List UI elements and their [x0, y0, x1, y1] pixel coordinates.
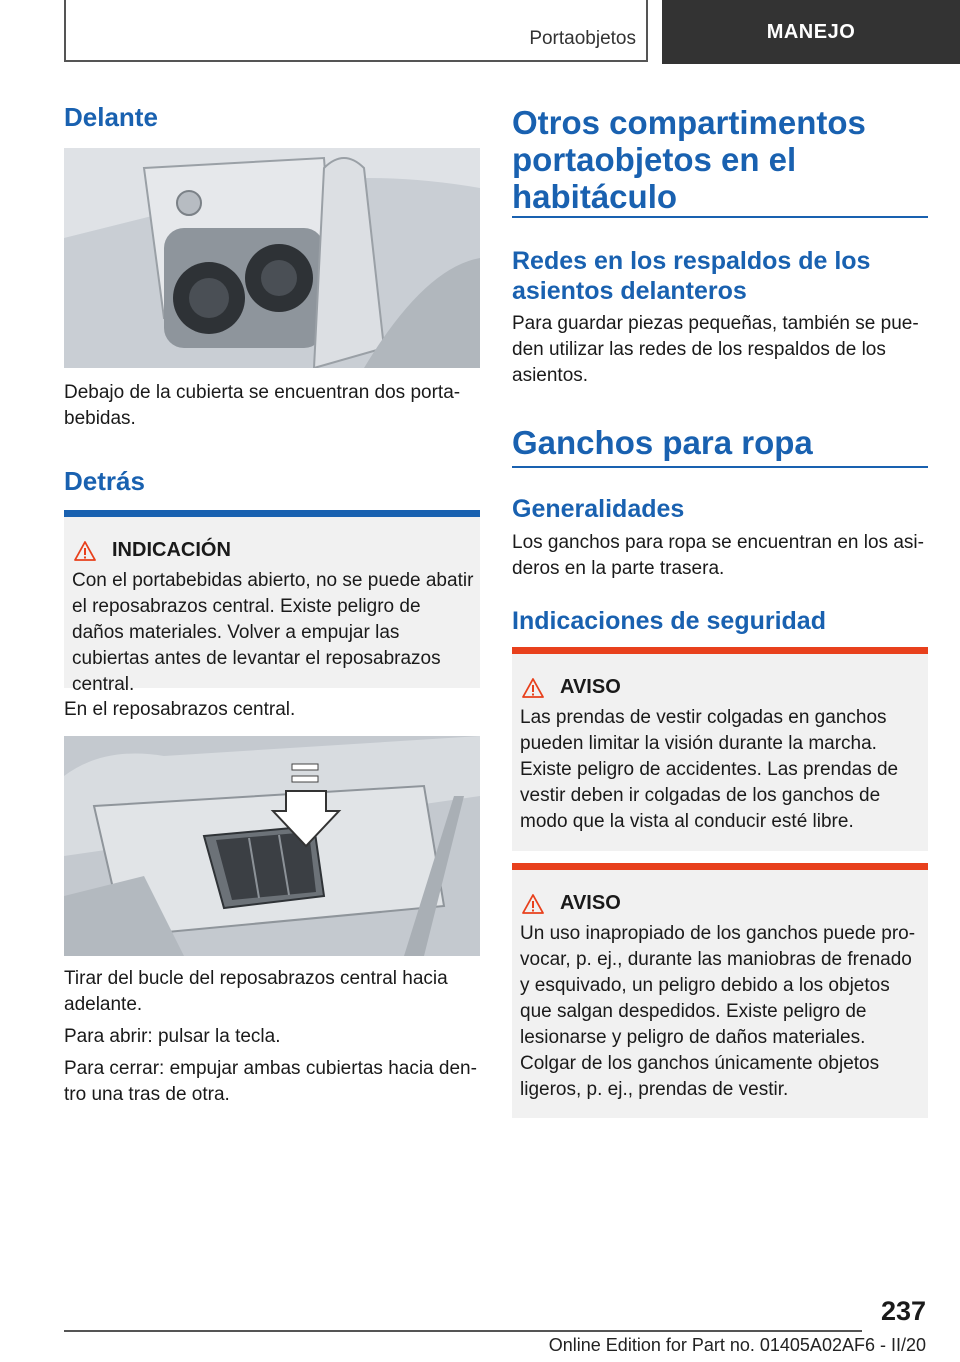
warning-triangle-icon — [522, 678, 544, 698]
text-seat-nets: Para guardar piezas pequeñas, también se pueden utilizar las redes de los respaldos de los asientos. — [512, 313, 919, 386]
text-armrest: En el reposabrazos central. — [64, 699, 296, 720]
heading-front: Delante — [64, 102, 158, 132]
notice-aviso-2 — [512, 863, 928, 1118]
header-chapter-tab: MANEJO — [662, 0, 960, 64]
heading-other-compartments: Otros compartimentos portaobjetos en el habitáculo — [512, 104, 866, 215]
notice-bar — [512, 863, 928, 870]
caption-armrest: Tirar del bucle del reposabrazos central hacia adelante. — [64, 968, 448, 1015]
notice-title: AVISO — [560, 676, 621, 698]
notice-bar — [64, 510, 480, 517]
warning-triangle-icon — [522, 894, 544, 914]
heading-seat-nets: Redes en los respaldos de los asientos delanteros — [512, 247, 871, 305]
heading-rule — [512, 216, 928, 218]
photo-cupholders — [64, 148, 480, 368]
footer-rule — [64, 1330, 862, 1332]
text-open: Para abrir: pulsar la tecla. — [64, 1026, 281, 1047]
heading-rear: Detrás — [64, 466, 145, 496]
heading-safety: Indicaciones de seguridad — [512, 607, 826, 635]
page-number: 237 — [880, 1296, 926, 1326]
notice-text: Las prendas de vestir colgadas en ganchos pueden limitar la visión durante la marcha. Existe peligro de accidentes. Las prendas de vestir deben ir colgadas de los ganchos de modo que la vista al conducir esté libre. — [520, 707, 899, 832]
heading-coat-hooks: Ganchos para ropa — [512, 424, 813, 461]
caption-cupholders: Debajo de la cubierta se encuentran dos portabebidas. — [64, 382, 461, 429]
photo-armrest — [64, 736, 480, 956]
header-section-title: Portaobjetos — [529, 28, 636, 49]
footer-edition: Online Edition for Part no. 01405A02AF6 - II/20 — [548, 1335, 926, 1355]
notice-title: INDICACIÓN — [112, 539, 231, 561]
notice-title: AVISO — [560, 892, 621, 914]
notice-bar — [512, 647, 928, 654]
notice-indicacion — [64, 510, 480, 695]
text-general: Los ganchos para ropa se encuentran en los asideros en la parte trasera. — [512, 532, 924, 579]
warning-triangle-icon — [74, 541, 96, 561]
text-close: Para cerrar: empujar ambas cubiertas hacia dentro una tras de otra. — [64, 1058, 477, 1105]
heading-rule — [512, 466, 928, 468]
heading-general: Generalidades — [512, 495, 685, 523]
notice-text: Un uso inapropiado de los ganchos puede provocar, p. ej., durante las maniobras de frenado y esquivado, un peligro debido a los objetos que salgan despedidos. Existe peligro de lesionarse y peligro de daños materiales. Colgar de los ganchos únicamente objetos ligeros, p. ej., prendas de vestir. — [520, 923, 916, 1100]
notice-aviso-1 — [512, 647, 928, 851]
notice-text: Con el portabebidas abierto, no se puede abatir el reposabrazos central. Existe peligro de daños materiales. Volver a empujar las cubiertas antes de levantar el reposabrazos central. — [72, 570, 474, 695]
